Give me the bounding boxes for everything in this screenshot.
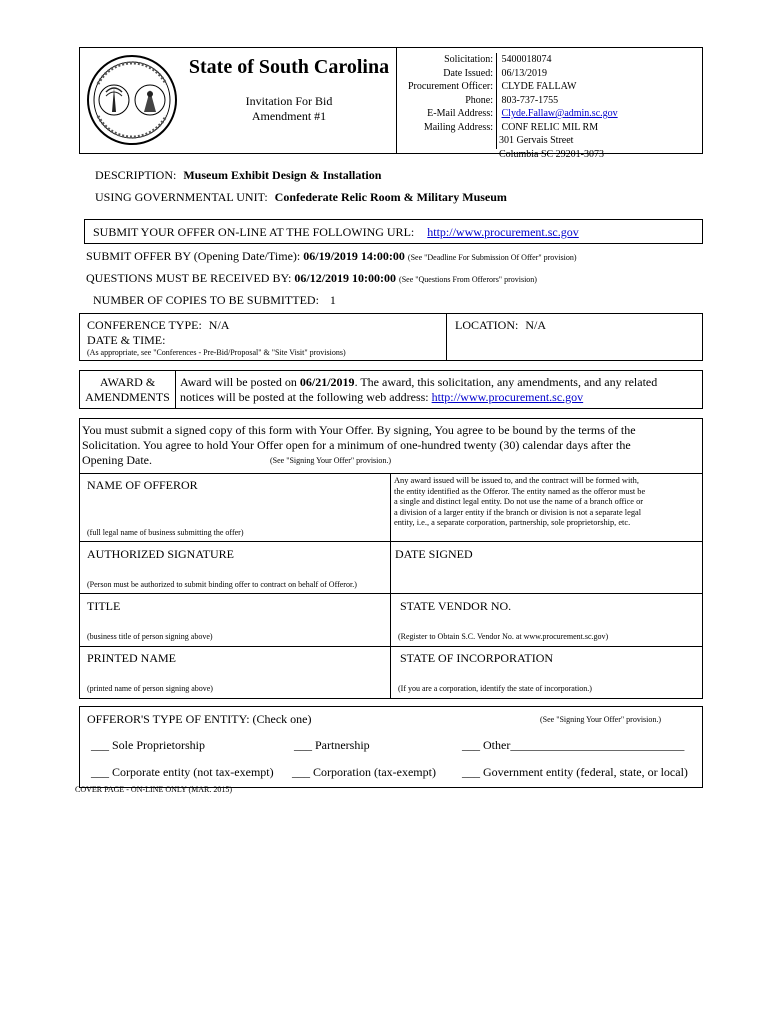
field-row [398,94,698,108]
offer-statement-note: (See "Signing Your Offer" provision.) [270,456,392,465]
entity-option-other[interactable]: ___ Other_____________________________ [462,738,685,752]
incorporation-label: STATE OF INCORPORATION [400,651,554,665]
submit-url-line [93,225,579,240]
offer-deadline-note: (See "Deadline For Submission Of Offer" provision) [407,253,577,262]
vendor-no-note: (Register to Obtain S.C. Vendor No. at www.procurement.sc.gov) [398,632,609,641]
field-row [398,107,698,121]
conference-box [79,313,703,361]
award-text-post: . The award, this solicitation, any amendments, and any related [354,375,658,389]
offer-deadline-label: SUBMIT OFFER BY (Opening Date/Time): [86,249,301,263]
printed-name-label: PRINTED NAME [87,651,176,665]
description-line [95,168,381,183]
signature-field[interactable] [82,562,388,576]
copies-label: NUMBER OF COPIES TO BE SUBMITTED: [93,293,319,307]
field-row [398,121,698,135]
date-issued-value: 06/13/2019 [501,67,548,79]
conference-type [87,318,229,333]
title-field[interactable] [82,614,388,628]
offeror-name-field[interactable] [82,493,388,525]
procurement-officer-value: CLYDE FALLAW [501,81,577,92]
doc-type: Invitation For Bid [245,94,333,108]
award-text-pre: Award will be posted on [180,375,297,389]
date-issued-label: Date Issued: [443,67,493,79]
description-label: DESCRIPTION: [95,168,177,182]
offer-form-box [79,418,703,699]
award-entity-note-line: a single and distinct legal entity. Do not use the name of a branch office or [394,497,644,506]
printed-name-note: (printed name of person signing above) [87,684,213,693]
incorporation-note: (If you are a corporation, identify the state of incorporation.) [398,684,592,693]
entity-type-box [79,706,703,788]
conference-type-value: N/A [208,318,230,332]
offer-statement-1: You must submit a signed copy of this form with Your Offer. By signing, You agree to be bound by the terms of the [82,423,636,437]
award-date: 06/21/2019 [299,375,355,389]
offeror-name-label: NAME OF OFFEROR [87,478,198,492]
date-signed-label: DATE SIGNED [395,547,473,561]
conference-type-label: CONFERENCE TYPE: [87,318,202,332]
entity-option-partnership[interactable]: ___ Partnership [294,738,370,752]
state-title: State of South Carolina [188,56,390,78]
award-entity-note [394,476,700,529]
governmental-unit-line [95,190,507,205]
entity-type-title: OFFEROR'S TYPE OF ENTITY: (Check one) [87,712,312,726]
questions-deadline-note: (See "Questions From Offerors" provision) [399,275,537,284]
solicitation-label: Solicitation: [444,54,493,65]
entity-option-tax-exempt-corporation[interactable]: ___ Corporation (tax-exempt) [292,765,436,779]
header-fields [398,53,698,161]
award-entity-note-line: Any award issued will be issued to, and the contract will be formed with, [394,476,639,485]
offer-deadline-line [86,249,577,264]
page-footer: COVER PAGE - ON-LINE ONLY (MAR. 2015) [75,785,233,794]
submit-url-label: SUBMIT YOUR OFFER ON-LINE AT THE FOLLOWING URL: [93,225,415,239]
award-url-link[interactable]: http://www.procurement.sc.gov [431,390,584,404]
email-link[interactable]: Clyde.Fallaw@admin.sc.gov [501,108,618,119]
governmental-unit-label: USING GOVERNMENTAL UNIT: [95,190,268,204]
copies-line [93,293,336,308]
award-text-line1 [180,375,657,390]
entity-option-sole-proprietorship[interactable]: ___ Sole Proprietorship [91,738,205,752]
questions-deadline-value: 06/12/2019 10:00:00 [294,271,397,285]
award-text-line2 [180,390,583,405]
entity-option-government-entity[interactable]: ___ Government entity (federal, state, or local) [462,765,688,779]
address-line: 301 Gervais Street [499,135,574,146]
incorporation-field[interactable] [392,666,700,680]
phone-value: 803-737-1755 [501,94,559,106]
location-label: LOCATION: [455,318,519,332]
email-label: E-Mail Address: [427,108,493,119]
signature-note: (Person must be authorized to submit binding offer to contract on behalf of Offeror.) [87,580,357,589]
entity-option-corporate-entity[interactable]: ___ Corporate entity (not tax-exempt) [91,765,274,779]
description-value: Museum Exhibit Design & Installation [183,168,382,182]
state-seal-icon [86,54,178,146]
award-entity-note-line: entity, i.e., a separate corporation, partnership, sole proprietorship, etc. [394,518,631,527]
amendment-number: Amendment #1 [251,109,327,123]
conference-note: (As appropriate, see "Conferences - Pre-Bid/Proposal" & "Site Visit" provisions) [87,348,346,357]
award-label-2: AMENDMENTS [85,390,170,404]
submit-url-box [84,219,703,244]
entity-type-note: (See "Signing Your Offer" provision.) [540,715,662,724]
award-entity-note-line: a division of a larger entity if the branch or division is not a separate legal [394,507,642,517]
vendor-no-field[interactable] [392,614,700,628]
title-note: (business title of person signing above) [87,632,213,641]
offer-deadline-value: 06/19/2019 14:00:00 [303,249,405,263]
phone-label: Phone: [465,94,493,106]
location [455,318,546,333]
award-box [79,370,703,409]
field-row [398,53,698,67]
field-row [398,67,698,81]
award-text-2: notices will be posted at the following web address: [180,390,429,404]
vendor-no-label: STATE VENDOR NO. [400,599,512,613]
questions-deadline-line [86,271,537,286]
printed-name-field[interactable] [82,666,388,680]
signature-label: AUTHORIZED SIGNATURE [87,547,234,561]
solicitation-value: 5400018074 [501,54,552,65]
governmental-unit-value: Confederate Relic Room & Military Museum [274,190,507,204]
address-line: Columbia SC 29201-3073 [499,148,605,160]
offeror-name-note: (full legal name of business submitting the offer) [87,528,244,537]
questions-deadline-label: QUESTIONS MUST BE RECEIVED BY: [86,271,292,285]
offer-statement-3: Opening Date. [82,453,152,467]
award-entity-note-line: the entity identified as the Offeror. The entity named as the offeror must be [394,486,646,496]
award-label-1: AWARD & [99,375,156,389]
title-label: TITLE [87,599,121,613]
location-value: N/A [525,318,546,332]
date-signed-field[interactable] [392,562,700,590]
mailing-address-label: Mailing Address: [423,121,493,133]
mailing-address-value: CONF RELIC MIL RM [501,121,599,133]
header-box [79,47,703,160]
copies-value: 1 [329,293,336,307]
offer-statement-2: Solicitation. You agree to hold Your Offer open for a minimum of one-hundred twenty (30) calendar days after the [82,438,631,452]
field-row [398,80,698,94]
procurement-officer-label: Procurement Officer: [407,81,493,92]
conference-datetime-label: DATE & TIME: [87,333,166,347]
procurement-url-link[interactable]: http://www.procurement.sc.gov [427,225,579,239]
